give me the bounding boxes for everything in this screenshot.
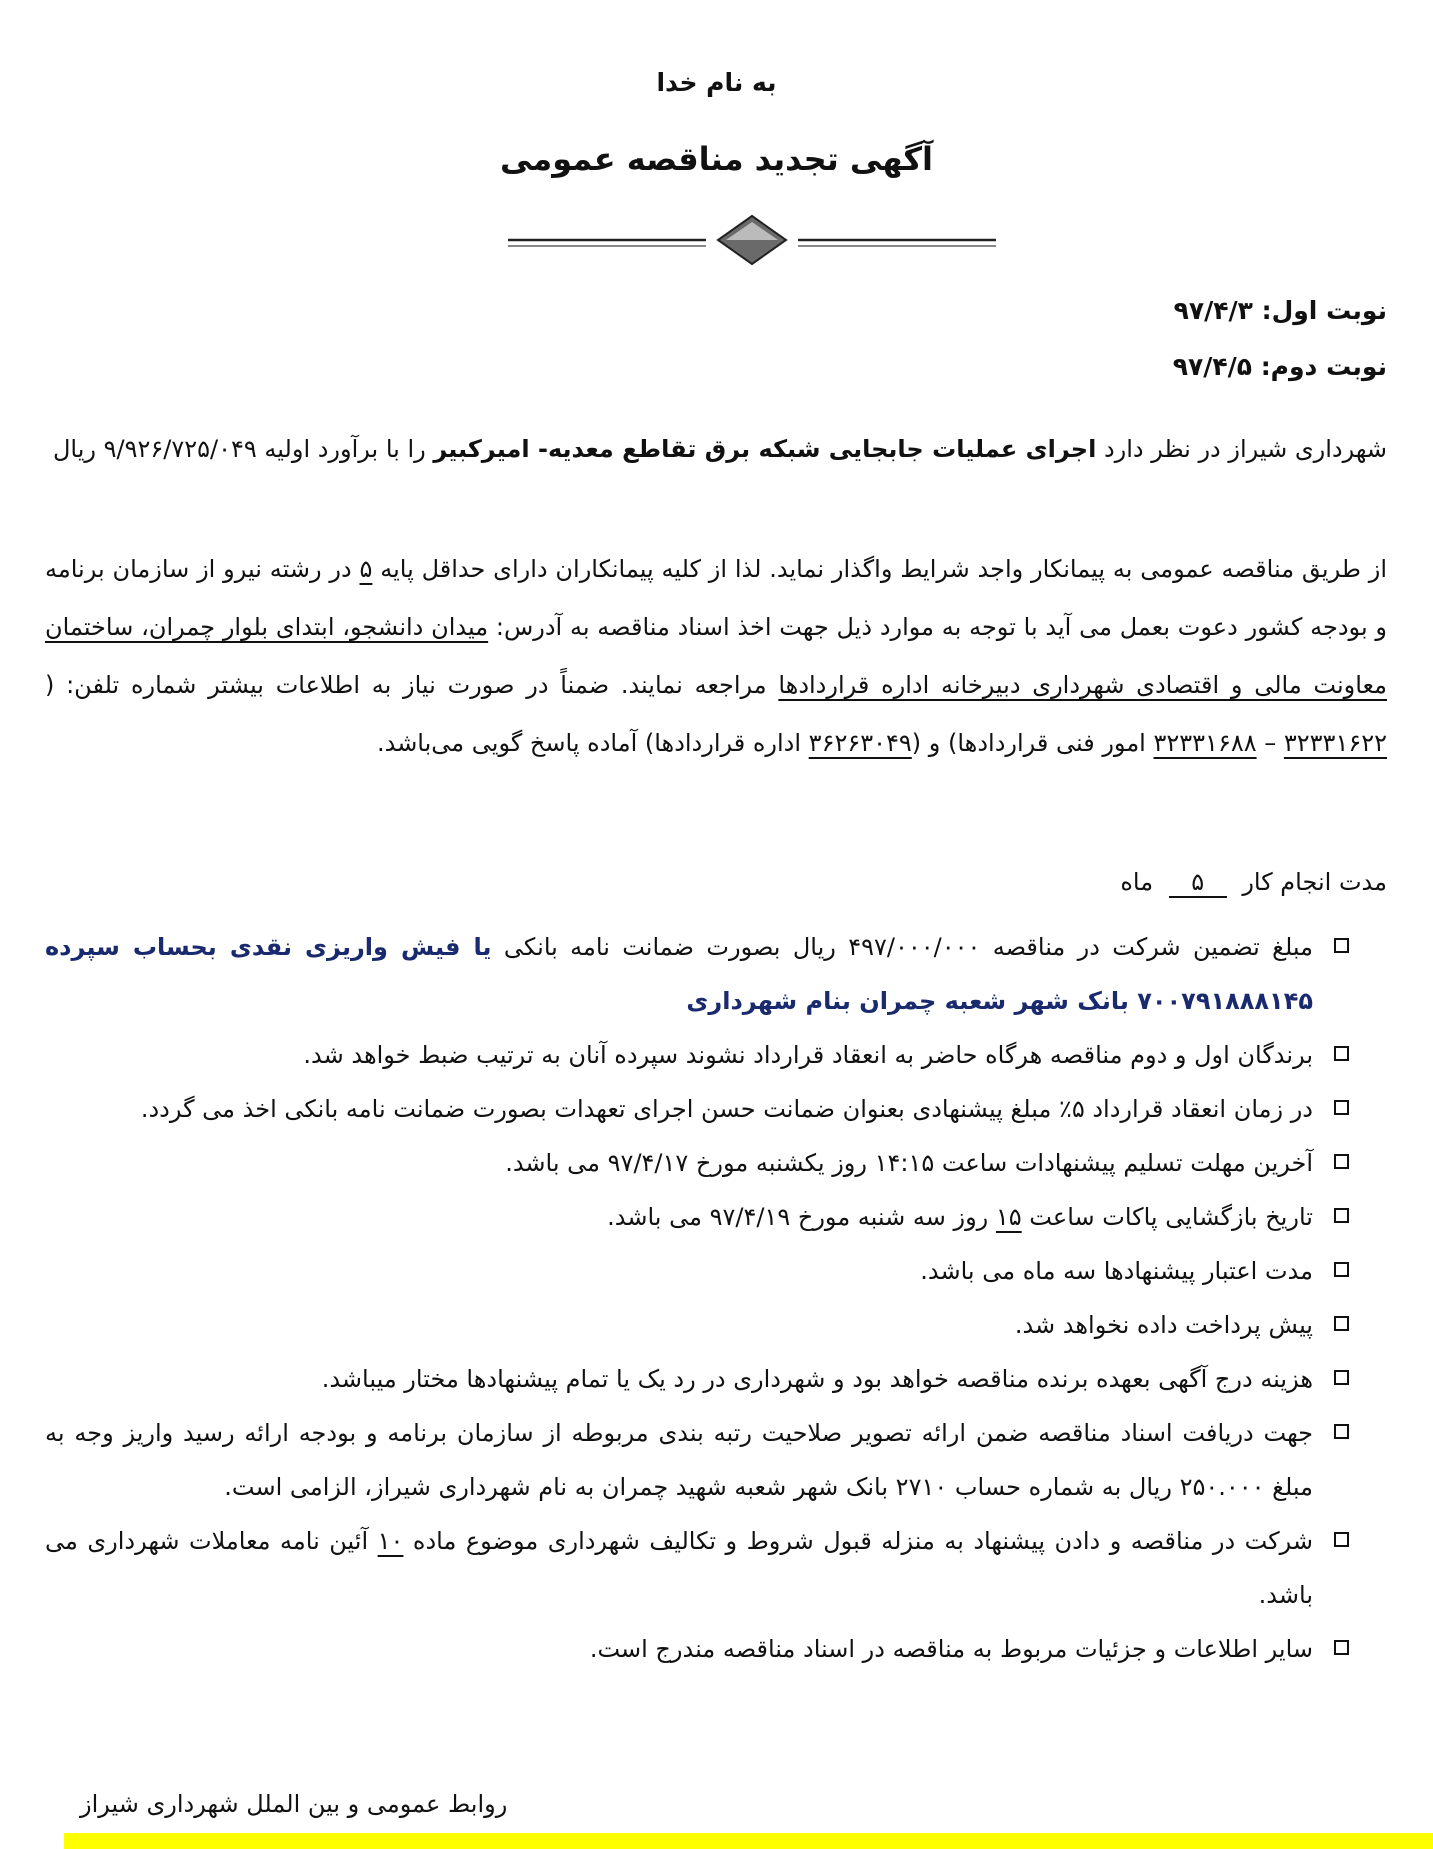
document-address: میدان دانشجو، ابتدای بلوار چمران، ساختمان معاونت مالی و اقتصادی شهرداری دبیرخانه اداره قراردادها bbox=[45, 613, 1387, 699]
intro-text: امور فنی قراردادها) و ( bbox=[911, 729, 1154, 757]
bullet-text: شرکت در مناقصه و دادن پیشنهاد به منزله قبول شروط و تکالیف شهرداری موضوع ماده bbox=[403, 1527, 1313, 1555]
deposit-account: یا فیش واریزی نقدی بحساب سپرده ۷۰۰۷۹۱۸۸۸۱۴۵ bbox=[45, 933, 1313, 1015]
bullet-text: در زمان انعقاد قرارداد ۵٪ مبلغ پیشنهادی بعنوان ضمانت حسن اجرای تعهدات بصورت ضمانت نامه بانکی اخذ می گردد. bbox=[140, 1095, 1313, 1123]
list-item bbox=[45, 1136, 1387, 1190]
work-duration bbox=[1120, 868, 1387, 898]
article-number: ۱۰ bbox=[377, 1527, 404, 1555]
bullet-text: مدت اعتبار پیشنهادها سه ماه می باشد. bbox=[920, 1257, 1313, 1285]
list-item bbox=[45, 1028, 1387, 1082]
phone-separator: – bbox=[1256, 729, 1284, 757]
phone-number: ۳۲۳۳۱۶۲۲ bbox=[1283, 729, 1387, 757]
signature: روابط عمومی و بین الملل شهرداری شیراز bbox=[80, 1790, 508, 1818]
checkbox-bullet-icon bbox=[1334, 1208, 1349, 1223]
intro-paragraph-2 bbox=[45, 540, 1387, 772]
intro-text: در رشته نیرو از سازمان برنامه و بودجه کشور دعوت بعمل می آید با توجه به موارد ذیل جهت اخذ اسناد مناقصه به آدرس: bbox=[45, 555, 1387, 641]
checkbox-bullet-icon bbox=[1334, 1262, 1349, 1277]
list-item bbox=[45, 1352, 1387, 1406]
checkbox-bullet-icon bbox=[1334, 1046, 1349, 1061]
bullet-text: آئین نامه معاملات شهرداری می باشد. bbox=[45, 1527, 1313, 1609]
bullet-text: روز سه شنبه مورخ ۹۷/۴/۱۹ می باشد. bbox=[607, 1203, 996, 1231]
intro-text: مراجعه نمایند. ضمناً در صورت نیاز به اطلاعات بیشتر شماره تلفن: ( bbox=[45, 671, 779, 699]
bullet-text: تاریخ بازگشایی پاکات ساعت bbox=[1021, 1203, 1313, 1231]
checkbox-bullet-icon bbox=[1334, 1424, 1349, 1439]
checkbox-bullet-icon bbox=[1334, 938, 1349, 953]
duration-label: مدت انجام کار bbox=[1242, 868, 1387, 896]
bullet-text: برندگان اول و دوم مناقصه هرگاه حاضر به انعقاد قرارداد نشوند سپرده آنان به ترتیب ضبط خواهد شد. bbox=[303, 1041, 1313, 1069]
ornament-divider bbox=[508, 212, 996, 268]
bank-name: بانک شهر شعبه چمران بنام شهرداری bbox=[686, 987, 1138, 1015]
phone-number: ۳۶۲۶۳۰۴۹ bbox=[808, 729, 912, 757]
checkbox-bullet-icon bbox=[1334, 1316, 1349, 1331]
checkbox-bullet-icon bbox=[1334, 1100, 1349, 1115]
contractor-base: ۵ bbox=[359, 555, 373, 583]
checkbox-bullet-icon bbox=[1334, 1532, 1349, 1547]
phone-number: ۳۲۳۳۱۶۸۸ bbox=[1153, 729, 1257, 757]
list-item bbox=[45, 920, 1387, 1028]
list-item bbox=[45, 1298, 1387, 1352]
bullet-text: جهت دریافت اسناد مناقصه ضمن ارائه تصویر صلاحیت رتبه بندی مربوطه از سازمان برنامه و بودجه ارائه رسید واریز وجه به مبلغ ۲۵۰.۰۰۰ ریال به شماره حساب ۲۷۱۰ بانک شهر شعبه شهید چمران به نام شهرداری شیراز، الزامی است. bbox=[45, 1419, 1313, 1501]
basmala-heading: به نام خدا bbox=[656, 68, 777, 97]
first-publication-date: نوبت اول: ۹۷/۴/۳ bbox=[1173, 296, 1387, 325]
checkbox-bullet-icon bbox=[1334, 1154, 1349, 1169]
checkbox-bullet-icon bbox=[1334, 1370, 1349, 1385]
list-item bbox=[45, 1406, 1387, 1514]
bullet-text: هزینه درج آگهی بعهده برنده مناقصه خواهد بود و شهرداری در رد یک یا تمام پیشنهادها مختار میباشد. bbox=[321, 1365, 1313, 1393]
intro-text: شهرداری شیراز در نظر دارد bbox=[1096, 435, 1387, 463]
checkbox-bullet-icon bbox=[1334, 1640, 1349, 1655]
intro-text: را با برآورد اولیه ۹/۹۲۶/۷۲۵/۰۴۹ ریال bbox=[52, 435, 434, 463]
list-item bbox=[45, 1190, 1387, 1244]
duration-value: ۵ bbox=[1169, 868, 1227, 898]
project-title: اجرای عملیات جابجایی شبکه برق تقاطع معدیه- امیرکبیر bbox=[433, 435, 1097, 463]
bullet-text: سایر اطلاعات و جزئیات مربوط به مناقصه در اسناد مناقصه مندرج است. bbox=[589, 1635, 1313, 1663]
page-title: آگهی تجدید مناقصه عمومی bbox=[500, 140, 933, 178]
intro-paragraph-1 bbox=[45, 420, 1387, 478]
intro-text: اداره قراردادها) آماده پاسخ گویی می‌باشد. bbox=[376, 729, 809, 757]
bullet-text: آخرین مهلت تسلیم پیشنهادات ساعت ۱۴:۱۵ روز یکشنبه مورخ ۹۷/۴/۱۷ می باشد. bbox=[505, 1149, 1313, 1177]
list-item bbox=[45, 1082, 1387, 1136]
list-item bbox=[45, 1244, 1387, 1298]
bullet-text: مبلغ تضمین شرکت در مناقصه ۴۹۷/۰۰۰/۰۰۰ ریال بصورت ضمانت نامه بانکی bbox=[491, 933, 1313, 961]
conditions-list bbox=[45, 920, 1387, 1676]
second-publication-date: نوبت دوم: ۹۷/۴/۵ bbox=[1172, 352, 1387, 381]
duration-unit: ماه bbox=[1120, 868, 1154, 896]
intro-text: از طریق مناقصه عمومی به پیمانکار واجد شرایط واگذار نماید. لذا از کلیه پیمانکاران دارای حداقل پایه bbox=[372, 555, 1388, 583]
bullet-text: پیش پرداخت داده نخواهد شد. bbox=[1014, 1311, 1313, 1339]
list-item bbox=[45, 1514, 1387, 1622]
footer-band bbox=[64, 1833, 1433, 1849]
opening-hour: ۱۵ bbox=[995, 1203, 1022, 1231]
list-item bbox=[45, 1622, 1387, 1676]
